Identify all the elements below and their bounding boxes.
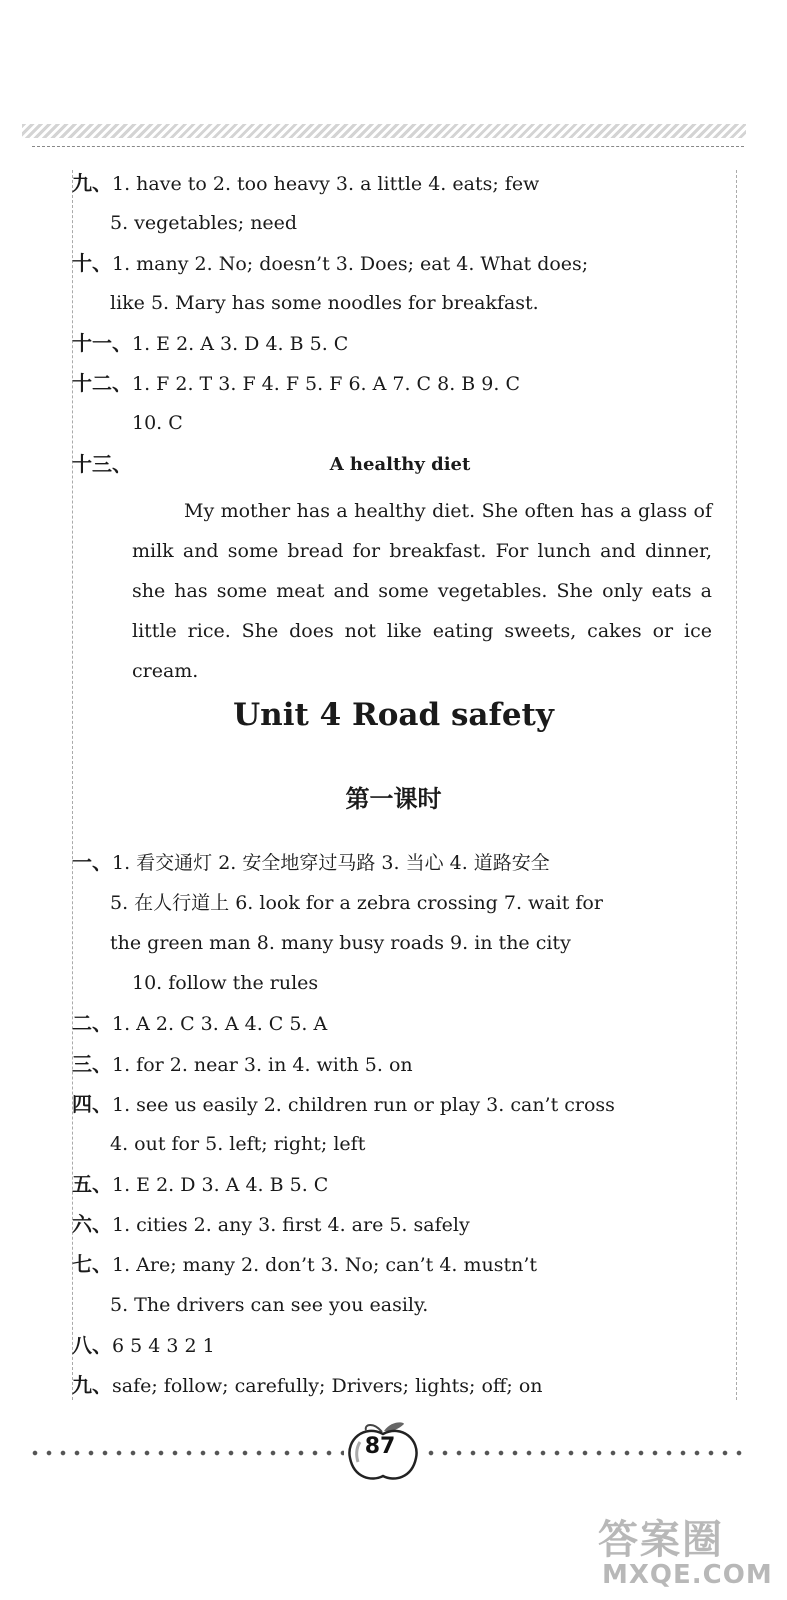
page-number: 87: [364, 1434, 396, 1459]
section-9-line-2: 5. vegetables; need: [110, 212, 298, 234]
part-1-line-4: 10. follow the rules: [132, 972, 319, 994]
section-9-line-1: 九、1. have to 2. too heavy 3. a little 4. eats; few: [72, 171, 540, 195]
essay-body: My mother has a healthy diet. She often has a glass of milk and some bread for breakfast. For lunch and dinner, she has some meat and some vegetables. She only eats a little rice. She does not like eating sweets, cakes or ice cream.: [132, 500, 712, 682]
part-8-line-1: 八、6 5 4 3 2 1: [72, 1333, 215, 1357]
part-6-line-1: 六、1. cities 2. any 3. first 4. are 5. safely: [72, 1212, 470, 1236]
watermark: [598, 1508, 773, 1592]
footer-dots-right: [424, 1448, 746, 1458]
section-12-line-2: 10. C: [132, 412, 183, 434]
section-10-line-2: like 5. Mary has some noodles for breakfast.: [110, 292, 539, 314]
part-1-line-3: the green man 8. many busy roads 9. in the city: [110, 932, 571, 954]
unit-title: Unit 4 Road safety: [233, 697, 554, 733]
header-divider: [32, 146, 744, 147]
watermark-cn: 答案圈: [598, 1517, 724, 1563]
watermark-en: MXQE.COM: [602, 1560, 773, 1590]
part-3-line-1: 三、1. for 2. near 3. in 4. with 5. on: [72, 1052, 413, 1076]
part-4-line-2: 4. out for 5. left; right; left: [110, 1133, 366, 1155]
part-4-line-1: 四、1. see us easily 2. children run or play 3. can’t cross: [72, 1092, 615, 1116]
section-12-line-1: 十二、1. F 2. T 3. F 4. F 5. F 6. A 7. C 8. B 9. C: [72, 371, 520, 395]
lesson-title: 第一课时: [345, 785, 442, 813]
part-1-line-1: 一、1. 看交通灯 2. 安全地穿过马路 3. 当心 4. 道路安全: [72, 850, 550, 874]
section-13-label: 十三、: [72, 452, 132, 476]
part-9-line-1: 九、safe; follow; carefully; Drivers; lights; off; on: [72, 1373, 543, 1397]
header-decorative-band: [22, 124, 746, 138]
part-7-line-2: 5. The drivers can see you easily.: [110, 1294, 429, 1316]
essay-title: A healthy diet: [329, 454, 471, 475]
section-10-line-1: 十、1. many 2. No; doesn’t 3. Does; eat 4. What does;: [72, 251, 589, 275]
part-1-line-2: 5. 在人行道上 6. look for a zebra crossing 7. wait for: [110, 892, 603, 914]
footer-dots-left: [28, 1448, 344, 1458]
part-5-line-1: 五、1. E 2. D 3. A 4. B 5. C: [72, 1172, 329, 1196]
part-2-line-1: 二、1. A 2. C 3. A 4. C 5. A: [72, 1011, 328, 1035]
section-11-line-1: 十一、1. E 2. A 3. D 4. B 5. C: [72, 331, 349, 355]
part-7-line-1: 七、1. Are; many 2. don’t 3. No; can’t 4. mustn’t: [72, 1252, 538, 1276]
